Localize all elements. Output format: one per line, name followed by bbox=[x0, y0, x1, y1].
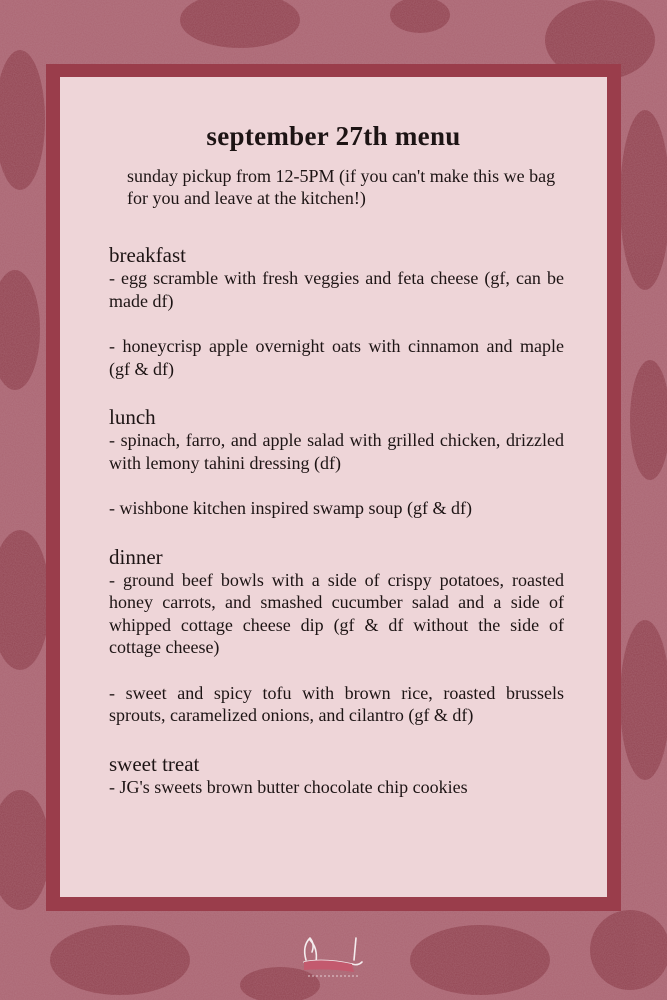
section-dinner bbox=[109, 545, 564, 727]
menu-card bbox=[60, 77, 607, 897]
menu-item: - wishbone kitchen inspired swamp soup (gf & df) bbox=[109, 498, 472, 518]
section-title: dinner bbox=[109, 544, 163, 569]
menu-item: - sweet and spicy tofu with brown rice, roasted brussels sprouts, caramelized onions, and cilantro (gf & df) bbox=[109, 682, 564, 725]
pickup-note: sunday pickup from 12-5PM (if you can't make this we bag for you and leave at the kitchen!) bbox=[127, 166, 556, 208]
section-title: lunch bbox=[109, 405, 156, 429]
menu-sections bbox=[109, 243, 564, 798]
menu-item: - spinach, farro, and apple salad with grilled chicken, drizzled with lemony tahini dressing (df) bbox=[109, 430, 564, 473]
menu-item: - honeycrisp apple overnight oats with cinnamon and maple (gf & df) bbox=[109, 336, 564, 379]
section-title: breakfast bbox=[109, 243, 186, 267]
section-title: sweet treat bbox=[109, 751, 200, 776]
menu-item: - egg scramble with fresh veggies and feta cheese (gf, can be made df) bbox=[109, 268, 564, 311]
section-sweet-treat bbox=[109, 752, 564, 799]
section-breakfast bbox=[109, 243, 564, 380]
brand-logo-icon bbox=[296, 930, 376, 990]
menu-title: september 27th menu bbox=[206, 121, 461, 151]
section-lunch bbox=[109, 405, 564, 520]
menu-item: - ground beef bowls with a side of crispy potatoes, roasted honey carrots, and smashed cucumber salad and a side of whipped cottage cheese dip (gf & df without the side of cottage cheese) bbox=[109, 569, 564, 657]
menu-item: - JG's sweets brown butter chocolate chip cookies bbox=[109, 776, 468, 797]
